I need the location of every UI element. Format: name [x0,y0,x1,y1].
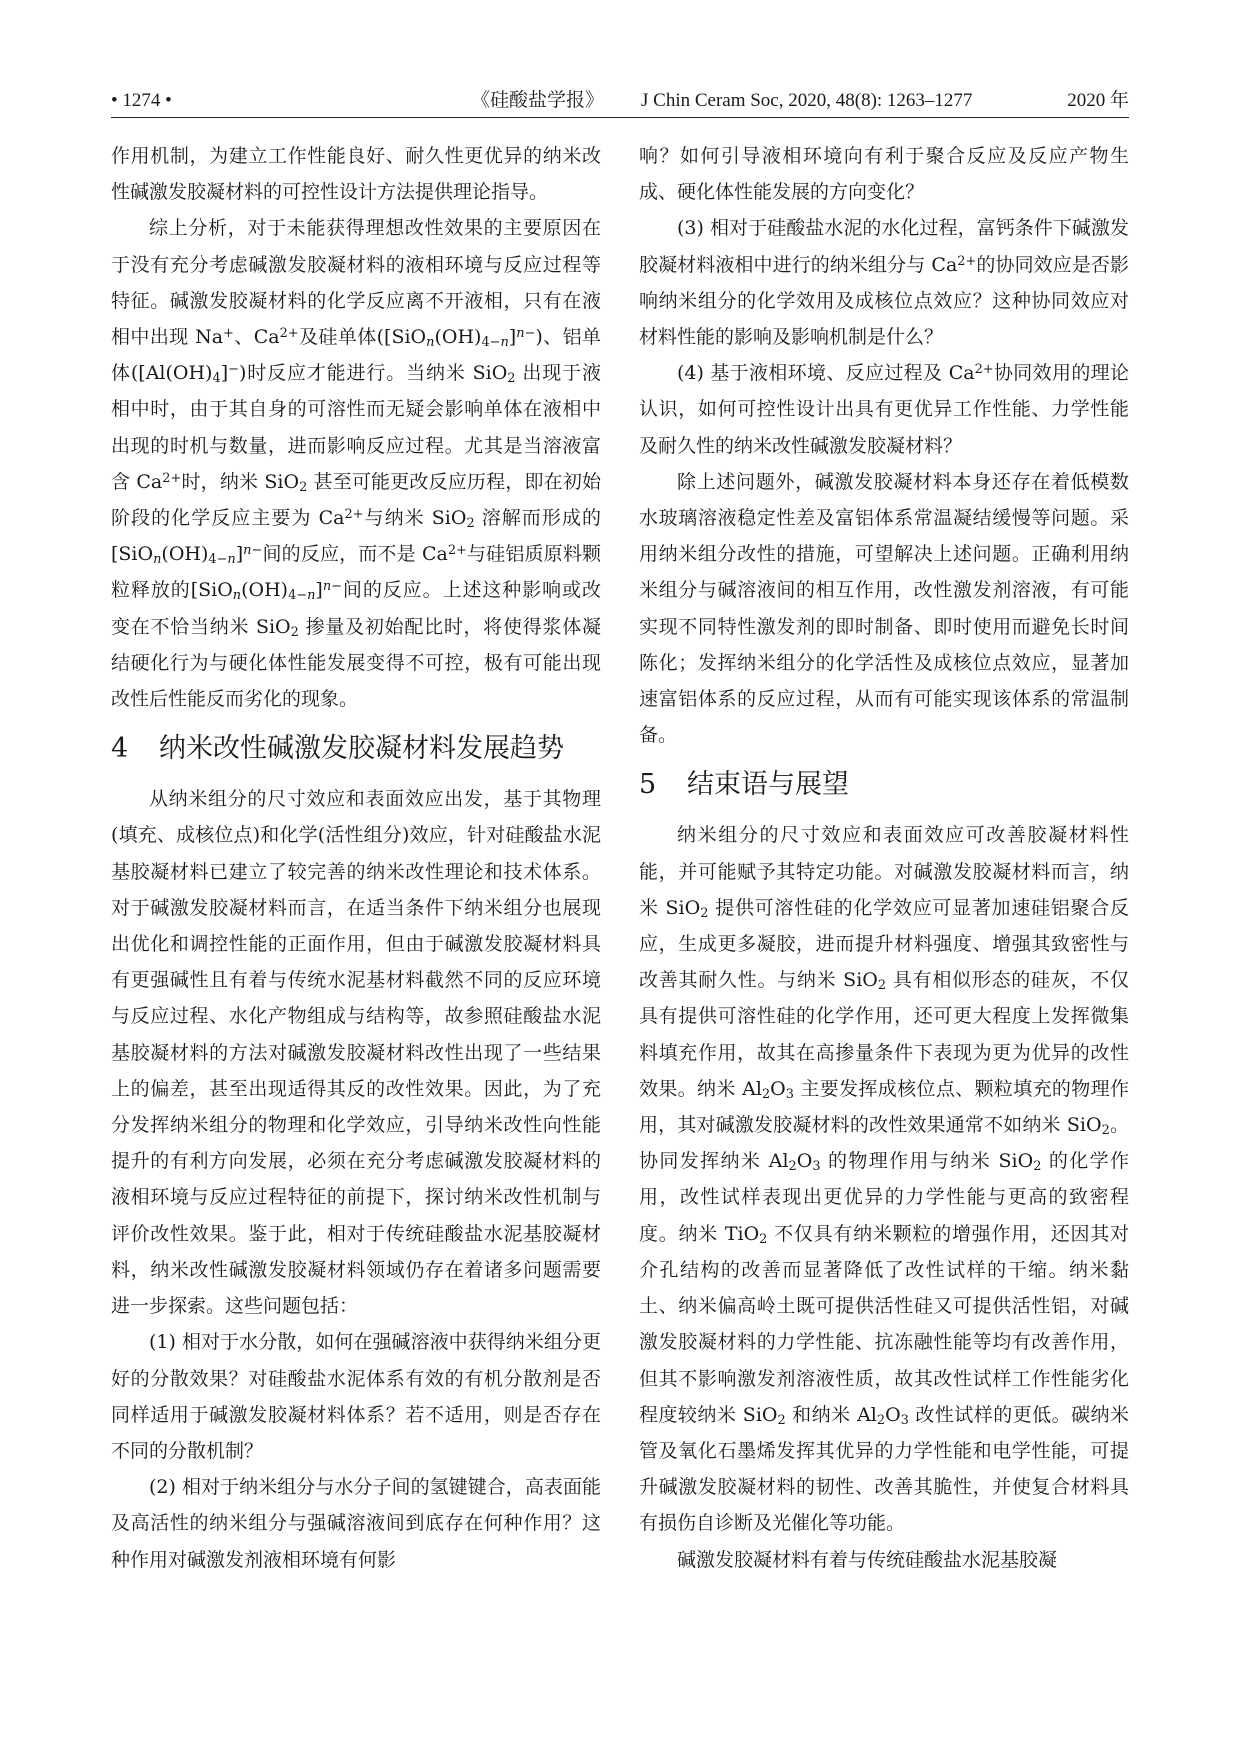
publication-year: 2020 年 [1067,90,1129,111]
paragraph: 响？如何引导液相环境向有利于聚合反应及反应产物生成、硬化体性能发展的方向变化？ [639,145,1129,204]
section-heading [639,753,1129,817]
paragraph: 综上分析，对于未能获得理想改性效果的主要原因在于没有充分考虑碱激发胶凝材料的液相环境与反应过程等特征。碱激发胶凝材料的化学反应离不开液相，只有在液相中出现 Na+、$Ca^{2+}$及硅单体$([SiO_n(OH)_{4-n}]^{n-})$、铝单体$([Al(OH)_4]^-)$时反应才能进行。当纳米 SiO$_2$ 出现于液相中时，由于其自身的可溶性而无疑会影响单体在液相中出现的时机与数量，进而影响反应过程。尤其是当溶液富含 $Ca^{2+}$时，纳米 SiO$_2$ 甚至可能更改反应历程，即在初始阶段的化学反应主要为 $Ca^{2+}$与纳米 SiO$_2$ 溶解而形成的$[SiO_n(OH)_{4-n}]^{n-}$间的反应，而不是 $Ca^{2+}$与硅铝质原料颗粒释放的$[SiO_n(OH)_{4-n}]^{n-}$间的反应。上述这种影响或改变在不恰当纳米 SiO$_2$ 掺量及初始配比时，将使得浆体凝结硬化行为与硬化体性能发展变得不可控，极有可能出现改性后性能反而劣化的现象。 [111,217,602,711]
section-title: 纳米改性碱激发胶凝材料发展趋势 [159,733,564,765]
page-number: • 1274 • [111,90,172,111]
right-column [639,138,1129,1578]
journal-name: 《硅酸盐学报》 [471,90,605,111]
paragraph: (3) 相对于硅酸盐水泥的水化过程，富钙条件下碱激发胶凝材料液相中进行的纳米组分与 $Ca^{2+}$的协同效应是否影响纳米组分的化学效用及成核位点效应？这种协同效应对材料性能的影响及影响机制是什么？ [639,217,1129,349]
paragraph: (4) 基于液相环境、反应过程及 $Ca^{2+}$协同效用的理论认识，如何可控性设计出具有更优异工作性能、力学性能及耐久性的纳米改性碱激发胶凝材料？ [639,362,1129,457]
header-rule [111,117,1129,118]
section-number: 4 [111,733,129,765]
paragraph: 从纳米组分的尺寸效应和表面效应出发，基于其物理(填充、成核位点)和化学(活性组分)效应，针对硅酸盐水泥基胶凝材料已建立了较完善的纳米改性理论和技术体系。对于碱激发胶凝材料而言，在适当条件下纳米组分也展现出优化和调控性能的正面作用，但由于碱激发胶凝材料具有更强碱性且有着与传统水泥基材料截然不同的反应环境与反应过程、水化产物组成与结构等，故参照硅酸盐水泥基胶凝材料的方法对碱激发胶凝材料改性出现了一些结果上的偏差，甚至出现适得其反的改性效果。因此，为了充分发挥纳米组分的物理和化学效应，引导纳米改性向性能提升的有利方向发展，必须在充分考虑碱激发胶凝材料的液相环境与反应过程特征的前提下，探讨纳米改性机制与评价改性效果。鉴于此，相对于传统硅酸盐水泥基胶凝材料，纳米改性碱激发胶凝材料领域仍存在着诸多问题需要进一步探索。这些问题包括： [111,788,601,1318]
section-title: 结束语与展望 [687,769,849,801]
journal-citation: J Chin Ceram Soc, 2020, 48(8): 1263–1277 [641,90,973,111]
left-column [111,138,601,1578]
paragraph: 纳米组分的尺寸效应和表面效应可改善胶凝材料性能，并可能赋予其特定功能。对碱激发胶凝材料而言，纳米 SiO$_2$ 提供可溶性硅的化学效应可显著加速硅铝聚合反应，生成更多凝胶，进而提升材料强度、增强其致密性与改善其耐久性。与纳米 SiO$_2$ 具有相似形态的硅灰，不仅具有提供可溶性硅的化学作用，还可更大程度上发挥微集料填充作用，故其在高掺量条件下表现为更为优异的改性效果。纳米 $Al_2O_3$ 主要发挥成核位点、颗粒填充的物理作用，其对碱激发胶凝材料的改性效果通常不如纳米 SiO$_2$。协同发挥纳米 $Al_2O_3$ 的物理作用与纳米 SiO$_2$ 的化学作用，改性试样表现出更优异的力学性能与更高的致密程度。纳米 TiO$_2$ 不仅具有纳米颗粒的增强作用，还因其对介孔结构的改善而显著降低了改性试样的干缩。纳米黏土、纳米偏高岭土既可提供活性硅又可提供活性铝，对碱激发胶凝材料的力学性能、抗冻融性能等均有改善作用，但其不影响激发剂溶液性质，故其改性试样工作性能劣化程度较纳米 SiO$_2$ 和纳米 $Al_2O_3$ 改性试样的更低。碳纳米管及氧化石墨烯发挥其优异的力学性能和电学性能，可提升碱激发胶凝材料的韧性、改善其脆性，并使复合材料具有损伤自诊断及光催化等功能。 [639,824,1129,1535]
running-header [111,86,1129,116]
paragraph: (2) 相对于纳米组分与水分子间的氢键键合，高表面能及高活性的纳米组分与强碱溶液间到底存在何种作用？这种作用对碱激发剂液相环境有何影 [111,1476,601,1571]
paragraph: (1) 相对于水分散，如何在强碱溶液中获得纳米组分更好的分散效果？对硅酸盐水泥体系有效的有机分散剂是否同样适用于碱激发胶凝材料体系？若不适用，则是否存在不同的分散机制？ [111,1331,601,1462]
section-number: 5 [639,769,657,801]
paragraph: 作用机制，为建立工作性能良好、耐久性更优异的纳米改性碱激发胶凝材料的可控性设计方法提供理论指导。 [111,145,601,204]
paragraph: 碱激发胶凝材料有着与传统硅酸盐水泥基胶凝 [677,1548,1058,1571]
paragraph: 除上述问题外，碱激发胶凝材料本身还存在着低模数水玻璃溶液稳定性差及富铝体系常温凝结缓慢等问题。采用纳米组分改性的措施，可望解决上述问题。正确利用纳米组分与碱溶液间的相互作用，改性激发剂溶液，有可能实现不同特性激发剂的即时制备、即时使用而避免长时间陈化；发挥纳米组分的化学活性及成核位点效应，显著加速富铝体系的反应过程，从而有可能实现该体系的常温制备。 [639,470,1129,747]
section-heading [111,717,601,781]
